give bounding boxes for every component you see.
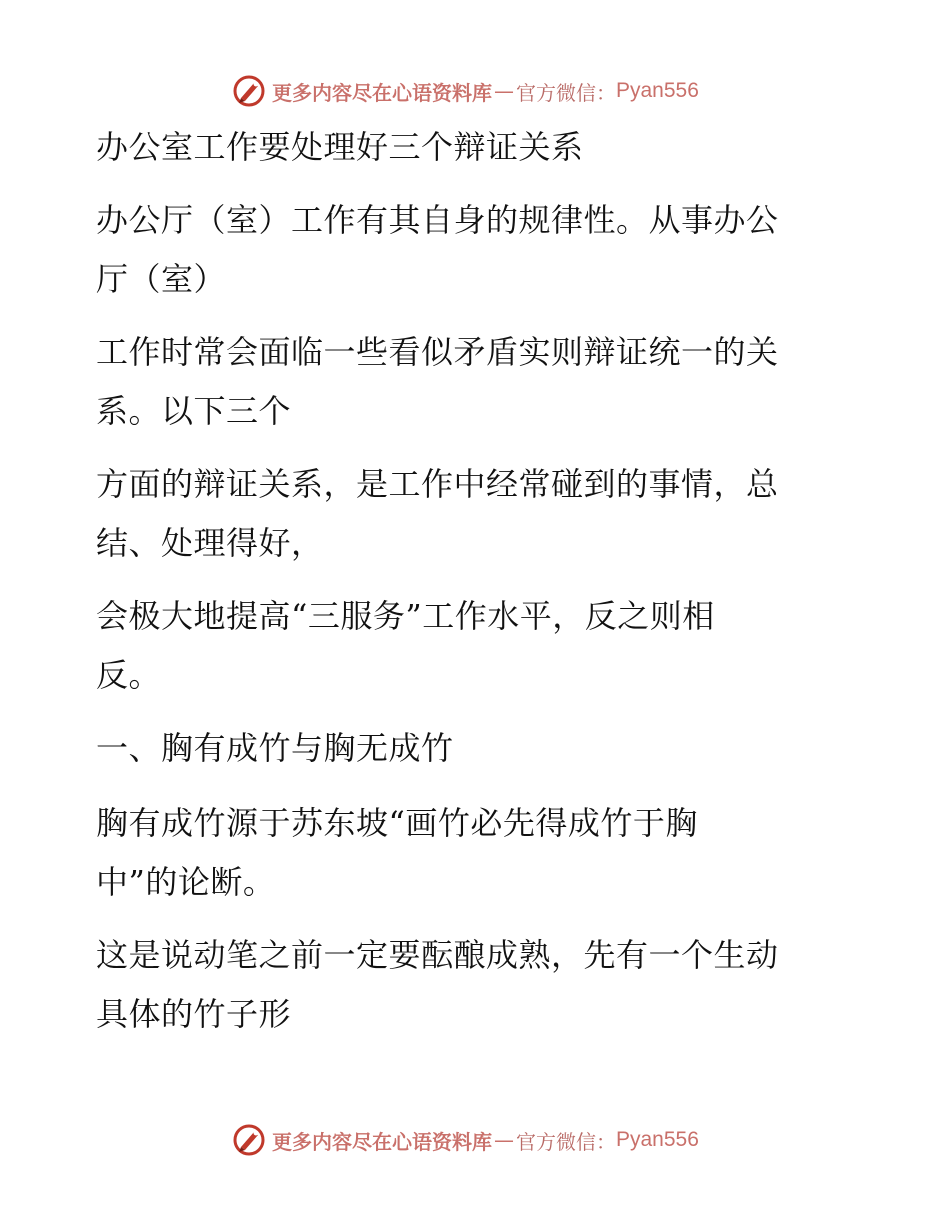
paragraph-line: 厅（室） <box>96 260 227 298</box>
footer-banner <box>232 1120 752 1160</box>
paragraph-line: 反。 <box>96 656 162 694</box>
section-heading: 一、胸有成竹与胸无成竹 <box>96 729 454 767</box>
paragraph-line: 胸有成竹源于苏东坡“画竹必先得成竹于胸 <box>96 804 698 842</box>
brand-logo-icon <box>232 1123 266 1157</box>
document-title: 办公室工作要处理好三个辩证关系 <box>96 128 584 166</box>
paragraph-line: 方面的辩证关系，是工作中经常碰到的事情，总 <box>96 465 779 503</box>
banner-brand-text: 更多内容尽在心语资料库 <box>272 1129 492 1154</box>
banner-wechat-label: 官方微信： <box>516 1129 616 1154</box>
banner-dash: — <box>494 79 514 103</box>
banner-dash: — <box>494 1128 514 1152</box>
header-banner <box>232 71 752 111</box>
paragraph-line: 工作时常会面临一些看似矛盾实则辩证统一的关 <box>96 333 779 371</box>
banner-wechat-label: 官方微信： <box>516 80 616 105</box>
paragraph-line: 结、处理得好， <box>96 524 324 562</box>
brand-logo-icon <box>232 74 266 108</box>
paragraph-line: 会极大地提高“三服务”工作水平，反之则相 <box>96 597 715 635</box>
banner-brand-text: 更多内容尽在心语资料库 <box>272 80 492 105</box>
paragraph-line: 这是说动笔之前一定要酝酿成熟，先有一个生动 <box>96 936 779 974</box>
paragraph-line: 办公厅（室）工作有其自身的规律性。从事办公 <box>96 201 779 239</box>
banner-wechat-handle: Pyan556 <box>616 1128 699 1151</box>
paragraph-line: 系。以下三个 <box>96 392 292 430</box>
banner-wechat-handle: Pyan556 <box>616 79 699 102</box>
paragraph-line: 中”的论断。 <box>96 863 276 901</box>
paragraph-line: 具体的竹子形 <box>96 995 292 1033</box>
